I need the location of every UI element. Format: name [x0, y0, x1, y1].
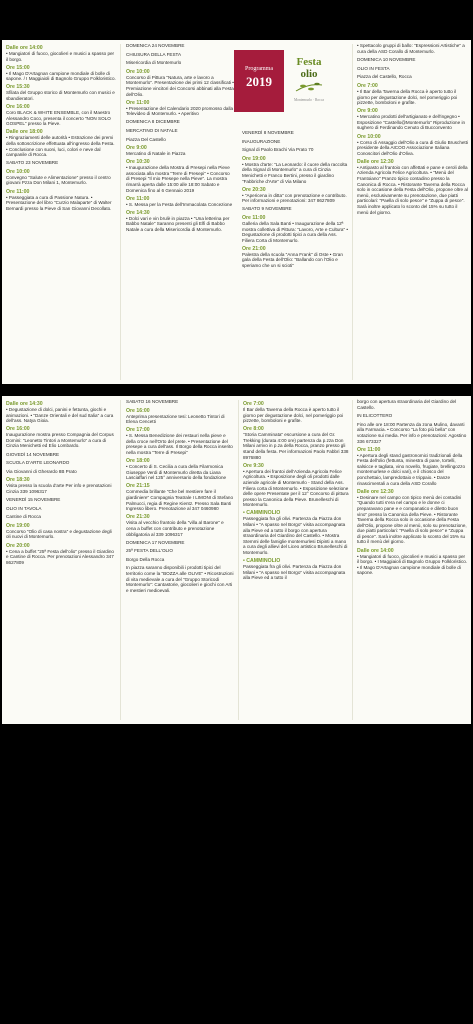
program-entry [357, 108, 468, 131]
entry-time: Ore 15:00 [6, 64, 30, 71]
program-entry [357, 447, 468, 487]
entry-description: • Cena a buffet "25ª Festa dell'olio" presso il Giardino e Cantine di Rocca. Per prenotazioni Alessandro 347 8627809 [6, 548, 114, 565]
program-entry [6, 84, 117, 101]
continued-text: Piazza del Castello, Rocca [357, 74, 412, 80]
continued-text: MERCATINO DI NATALE [126, 127, 178, 133]
program-entry [6, 401, 117, 424]
entry-description: • S. Messa Benedizione dei restauri nella pieve e della croce nell'Orto del prete. • Presentazione del presepe a cura dell'ass. Il Borgo della Rocca inserito nella mostra "Terre di Presepi" [126, 433, 233, 456]
logo-olio-text: olio [300, 68, 318, 80]
entry-description: Fino alle ore 18:00 Partenza da zona Mulino, davanti alla Farmacia. • Concorso "La foto più bella" con votazione sui media. Per info e prenotazioni: Agostino 336 673327 [357, 421, 467, 444]
entry-time: Ore 10:00 [126, 68, 150, 75]
entry-description: • S. Messa per la Festa dell'Immacolata Concezione [126, 201, 233, 207]
entry-time: Ore 11:00 [126, 99, 150, 106]
program-entry [6, 45, 117, 62]
entry-description: Concorso "Olio di casa nostra" e degustazione degli oli nuovi di Montemurlo. [6, 528, 112, 540]
entry-description: • Desinare nel campo con tipico menù dei contadini "Quando tutti s'era nel campo e le donne ci preparavano pane e e companatico e diletto buon vino" presso la Canonica della Pieve. • Ristorante Taverna della Rocca solo in occasione della Festa dell'Olio, propone oltre al menù, solo su prenotazione, due piatti particolari: "Paella di solo pesce" e "Zuppa di pesce". Sarà inoltre applicato lo sconto del 15% su tutto il menù del giorno. [357, 494, 467, 545]
entry-time: Ore 21:30 [126, 514, 150, 521]
program-entry [357, 83, 468, 106]
entry-time: Ore 21:00 [242, 245, 266, 252]
entry-description: Passeggiata fra gli olivi. Partenza da Piazza don Milani • "A spasso nel Borgo" visita accompagnata alla Pieve ed a tutto il [243, 564, 346, 581]
entry-description: • Antipasto al frantoio con affettati e pane e ceroli della Azienda Agricola Felice Agricoltura. • "Menù del Frantoiano" Pranzo tipico contadino presso la Canonica di Rocca. • Ristorante Taverna della Rocca solo in occasione della Festa dell'Olio, propone oltre al menù, esclusivamente su prenotazione, due piatti particolari: "Paella di solo pesce" e "Zuppa di pesce". Sarà inoltre applicato lo sconto del 15% su tutto il menù del giorno. [357, 164, 468, 215]
festa-olio-wordmark [286, 56, 332, 102]
entry-time: Ore 11:00 [126, 195, 150, 202]
entry-time: Ore 14:30 [126, 209, 150, 216]
entry-description: • Mangiatori di fuoco, giocolieri e musici a spasso per il borgo. • I Maggiaioli di Bagnolo Gruppo Folkloristico. • Il Mago D'Artagnan campione mondiale di bolle di sapone. [357, 553, 468, 576]
entry-description: Galleria della Sala Banti • Inaugurazione della 12ª mostra collettiva di Pittura: "Lavoro, Arte e Cultura" • Degustazione di prodotti tipici a cura della Ass. Filiera Corta di Montemurlo. [242, 220, 348, 243]
festa-olio-logo [234, 50, 332, 112]
logo-tagline: Montemurlo · Rocca [294, 98, 324, 102]
entry-time: Ore 10:00 [6, 168, 30, 175]
p2-column-3 [239, 396, 352, 724]
p2-column-2 [122, 396, 237, 724]
program-entry [126, 69, 234, 97]
program-entry [126, 483, 234, 511]
program-entry [357, 489, 468, 545]
fold-line [120, 400, 121, 720]
program-entry [243, 426, 349, 460]
continued-text: Piazza Del Castello [126, 136, 166, 142]
entry-description: • Mercatino prodotti dell'artigianato e dell'ingegno • Esposizione "Castello@Montemurlo" Riproduzione in sughero di Ferdinando Cenuto di Bucconvento [357, 114, 466, 131]
entry-time: Ore 7:00 [357, 82, 378, 89]
program-entry [6, 65, 117, 82]
program-entry [243, 463, 349, 508]
program-entry [243, 558, 349, 581]
continued-text: OLIO IN TAVOLA [6, 505, 42, 511]
entry-time: Ore 11:00 [242, 214, 266, 221]
continued-text: Misericordia di Montemurlo [126, 60, 182, 66]
program-entry [6, 129, 117, 157]
continued-text: borgo con apertura straordinaria del Giardino del Castello. [357, 399, 457, 410]
p2-column-4 [353, 396, 471, 724]
program-entry [126, 514, 234, 537]
entry-time: Ore 11:00 [6, 188, 30, 195]
program-entry [126, 565, 234, 593]
entry-description: • Passeggiata a cura di Passione Natura. • Presentazione del libro "Curzio Malaparte" di Walter Bernardi presso la Pieve di San Giovanni Decollato. [6, 194, 112, 211]
entry-time: Ore 16:00 [6, 104, 30, 111]
entry-description: • Inaugurazione della Mostra di Presepi nella Pieve associata alla mostra "Terre di Presepi" • Concorso di Presepi "Il mio Presepe nella Pieve". La mostra rimarrà aperta dalle 15:00 alle 18:00 Sabato e Domenica fino al 6 Gennaio 2019 [126, 165, 230, 193]
program-entry [6, 543, 117, 566]
continued-text: DOMENICA 8 DICEMBRE [126, 119, 180, 125]
entry-time: Ore 9:00 [357, 108, 378, 115]
entry-time: Ore 17:00 [126, 427, 150, 434]
entry-description: In piazza saranno disponibili i prodotti tipici del territorio come la "BOZZA alle OLIVE" • Ricostruzioni di vita medievale a cura del "Gruppo Storicodi Montemurlo": Cantastorie, giocolieri e giochi con Arti e mestieri medioevali. [126, 565, 234, 593]
entry-time: Ore 21:15 [126, 483, 150, 490]
entry-description: Commedia brillante "Che bel mestiere fare il giardiniere" Compagnia Teatrale I LIMONI di Stefano Palmucci, regia di Regine Kientz. Presso Sala Banti Ingresso libero. Prenotazione al 347 0460980 [126, 489, 234, 512]
entry-description: • Ringraziamenti delle autorità • Estrazione dei premi della sottoscrizione effettuata all'ingresso della Festa. • Conclusione con suoni, luci, colori e neve dal campanile di Rocca. [6, 135, 115, 158]
program-entry [126, 408, 234, 425]
program-entry [357, 422, 468, 444]
entry-time: Dalle ore 14:00 [357, 547, 394, 554]
program-entry [6, 523, 117, 540]
fold-line [120, 44, 121, 380]
entry-time: Dalle ore 12:30 [357, 158, 394, 165]
p1-column-2 [122, 40, 237, 384]
logo-festa-text: Festa [296, 56, 322, 68]
continued-text: DOMENICA 17 NOVEMBRE [126, 539, 185, 545]
entry-time: Dalle ore 18:00 [6, 129, 43, 136]
p2-column-1 [2, 396, 120, 724]
continued-text: DOMENICA 10 NOVEMBRE [357, 57, 416, 63]
program-year: 2019 [246, 74, 272, 89]
entry-time: Ore 10:30 [126, 159, 150, 166]
program-entry [6, 169, 117, 186]
program-badge [234, 50, 284, 112]
entry-time: Ore 9:00 [126, 145, 147, 152]
entry-description: Coro BLACK & WHITE ENSEMBLE, con il Maestro Alessandro Coco, presenta il concerto "NON SOLO GOSPEL" presso la Pieve. [6, 110, 111, 127]
program-entry [242, 215, 348, 243]
entry-description: • Presentazione del Calendario 2020 promosso dalla Televideo di Montemurlo. • Aperitivo [126, 105, 234, 117]
entry-description: Mercatino di Natale in Piazza [126, 151, 186, 157]
p1-column-4 [353, 40, 471, 384]
entry-time: Ore 11:00 [357, 446, 381, 453]
entry-time: Dalle ore 12:30 [357, 488, 394, 495]
entry-description: Convegno "Salute e Alimentazione" presso il centro giovani Pzza Don Milani 1, Montemurlo. [6, 174, 111, 186]
entry-description: • "Apericena in ditta" con prenotazione e contributo. Per informazioni e prenotazioni: 347 8627809 [242, 192, 347, 204]
entry-time: Ore 9:30 [243, 462, 264, 469]
entry-description: Il Bar della Taverna della Rocca è aperto tutto il giorno per degustazione dolci, nel pomeriggio poi pizzette, bomboloni e grafite. [243, 407, 344, 424]
continued-text: SABATO 9 NOVEMBRE [242, 206, 292, 212]
program-entry [126, 196, 234, 208]
brochure-outer-side [2, 40, 471, 384]
continued-text: INAUGURAZIONE [242, 138, 281, 144]
continued-text: Signal di Paolo Brachi Via Prato 70 [242, 147, 314, 153]
entry-time: • CAMMINOLIO [243, 510, 281, 517]
entry-time: Ore 8:00 [243, 426, 264, 433]
continued-text: • Spettacolo gruppi di ballo: "Espressioni Artistiche" a cura della ASD Corallo di Montemurlo. [357, 43, 465, 54]
entry-description: • Mangiatori di fuoco, giocolieri e musici a spasso per il borgo. [6, 51, 115, 62]
entry-description: • Apertura dei frantoi dell'Azienda Agricola Felice Agricoltura. • Esposizione degli oli prodotti dalle aziende agricole di Montemurlo - Stand della Ass. Filiera corta di Montemurlo. • Esposizione selezione delle opere Presentate per il 12° Concorso di pittura presso la Canonica della Pieve. Brunelleschi di Montemurlo. [243, 468, 349, 508]
entry-description: • Mostra d'arte: "La Leonardo: il cuore della raccolta della Signal di Montemurlo" a cura di Cinzia Menichetti e Franco Bertini, presso il giardino "Fabbriche d'Arte" di Via Milano [242, 161, 348, 184]
entry-time: Ore 7:00 [243, 401, 264, 407]
entry-description: Palestra della scuola "Anna Frank" di Oste • Gran gala della Festa dell'Olio: "Ballando con l'Olio e speriamo che un si scioti" [242, 251, 343, 268]
entry-description: "Storia Camminata" escursione a cura del Gr. Trekking (durata 4:00 ore) partenza da p.zza Don Milani arrivo in p.za della Rocca, pranzo presso gli stand della festa. Per informazioni Paolo Fabbri 338 8976880 [243, 432, 349, 460]
continued-text: SABATO 23 NOVEMBRE [6, 160, 59, 166]
entry-description: • Dolci vari e vin brulè in piazza • "Una letterina per Babbo Natale" Saranno presenti gli Elfi di Babbo Natale a cura della Misericordia di Montemurlo. [126, 215, 230, 232]
entry-description: Inaugurazione mostra presso Compagnia del Corpus Domini: "Leonetto Tintori a Montemurlo" a cura di Cinzia Menichetti ed Elio Lombardo. [6, 432, 114, 449]
program-entry [6, 426, 117, 449]
entry-description: • Degustazione di dolci, panini e fettunta, giochi e animazioni. • "Danze Orientali e del sud Italia" a cura dell'ass. Natya Gioia. [6, 407, 114, 424]
program-entry [242, 156, 348, 184]
entry-time: Ore 20:00 [6, 542, 30, 549]
entry-time: Ore 16:00 [126, 407, 150, 414]
entry-description: • Il Bar della Taverna della Rocca è aperto tutto il giorno per degustazione dolci, nel pomeriggio poi pizzette, bomboloni e grafite. [357, 88, 458, 106]
program-entry [6, 189, 117, 212]
continued-text: Via Giovanni di Gherardo 8B Prato [6, 468, 77, 474]
entry-time: Ore 19:00 [6, 522, 30, 529]
entry-time: Dalle ore 14:30 [6, 401, 43, 407]
continued-text: OLIO IN FESTA [357, 65, 390, 71]
entry-description: Visita al vecchio frantoio della "villa al Barone" e cena a buffet con contributo e prenotazione obbligatoria al 339 1096317 [126, 520, 224, 537]
program-entry [243, 510, 349, 555]
entry-time: Ore 20:30 [242, 186, 266, 193]
program-label: Programma [245, 66, 273, 72]
entry-time: Ore 19:00 [242, 155, 266, 162]
entry-description: Anteprima presentazione tesi: Leonetto Tintori di Elena Cencetti [126, 413, 225, 425]
entry-description: • Il Mago D'Artagnan campione mondiale di bolle di sapone. / I Maggiaioli di Bagnolo Gruppo Folkloristico. [6, 70, 116, 82]
program-entry [126, 210, 234, 233]
entry-time: Ore 18:00 [126, 458, 150, 465]
entry-description: Passeggiata fra gli olivi. Partenza da Piazza don Milani • "A spasso nel Borgo" visita accompagnata alla Pieve ed a tutto il borgo con apertura straordinaria del Giardino del Castello. • Mostra Stemmi delle famiglie montemurlesi Dipinti a mano a cura degli allievi del Liceo artistico Brunelleschi di Montemurlo. [243, 516, 348, 555]
entry-description: • Apertura degli stand gastronomici tradizionali della Festa dell'olio (fettunta, minestra di pane, tortelli, salsicce e tagliata, vino novello, frugiate, brellingozzo montemurlese e dolci vari), e il chiosco del ponchettaio, lampredottaio e trippaio. • Danze rinascimentali a cura della ASD Corallo [357, 452, 466, 486]
program-entry [6, 104, 117, 127]
program-entry [357, 159, 468, 215]
continued-text: VENERDÌ 15 NOVEMBRE [6, 497, 61, 503]
entry-description: Visita presso la scuola d'arte Per info e prenotazioni Cinzia 339 1096317 [6, 483, 112, 494]
continued-text: CHIUSURA DELLA FESTA [126, 51, 182, 57]
program-entry [357, 548, 468, 576]
program-entry [126, 458, 234, 481]
continued-text: SABATO 16 NOVEMBRE [126, 399, 179, 404]
entry-description: Sfilata del Gruppo storico di Montemurlo con musici e sbandieratori. [6, 90, 115, 101]
program-entry [126, 145, 234, 157]
continued-text: VENERDÌ 8 NOVEMBRE [242, 130, 294, 135]
entry-time: Ore 15:30 [6, 84, 30, 91]
entry-time: Ore 10:00 [357, 133, 381, 140]
entry-description: • Concerto di S. Cecilia a cura della Filarmonica Giuseppe Verdi di Montemurlo diretta da Liana Lasciaffari nel 125° anniversario della fondazione [126, 464, 227, 481]
program-entry [242, 187, 348, 204]
continued-text: 25ª FESTA DELL'OLIO [126, 548, 173, 554]
program-entry [126, 159, 234, 193]
entry-description: • Corso di Assaggio dell'Olio a cura di Giulio Bruschetti presidente della AICOO Associazione Italiana Conoscitori dell'Olio d'Oliva. [357, 139, 469, 156]
entry-description: Concorso di Pittura "Natura, arte e lavoro a Montemurlo". Presentazione dei primi 12 classificati • Premiazione vincitori dei Concorsi abbinati alla Festa dell'Olio. [126, 74, 234, 97]
program-entry [126, 427, 234, 455]
continued-text: Cantine di Rocca [6, 514, 41, 520]
p1-column-1 [2, 40, 120, 384]
entry-time: • CAMMINOLIO [243, 558, 281, 565]
brochure-inner-side [2, 396, 471, 724]
continued-text: DOMENICA 24 NOVEMBRE [126, 43, 185, 48]
continued-text: GIOVEDÌ 14 NOVEMBRE [6, 451, 60, 457]
entry-time: Dalle ore 14:00 [6, 45, 43, 51]
entry-time: Ore 18:30 [6, 477, 30, 484]
continued-text: IN ELICOTTERO [357, 413, 393, 419]
continued-text: SCUOLA D'ARTE LEONARDO [6, 460, 70, 466]
program-entry [242, 246, 348, 269]
program-entry [6, 477, 117, 494]
continued-text: Borgo Della Rocca [126, 556, 165, 562]
program-entry [243, 401, 349, 424]
program-entry [357, 134, 468, 157]
program-entry [126, 100, 234, 117]
olive-branch-icon [294, 81, 324, 93]
entry-time: Ore 16:00 [6, 426, 30, 433]
